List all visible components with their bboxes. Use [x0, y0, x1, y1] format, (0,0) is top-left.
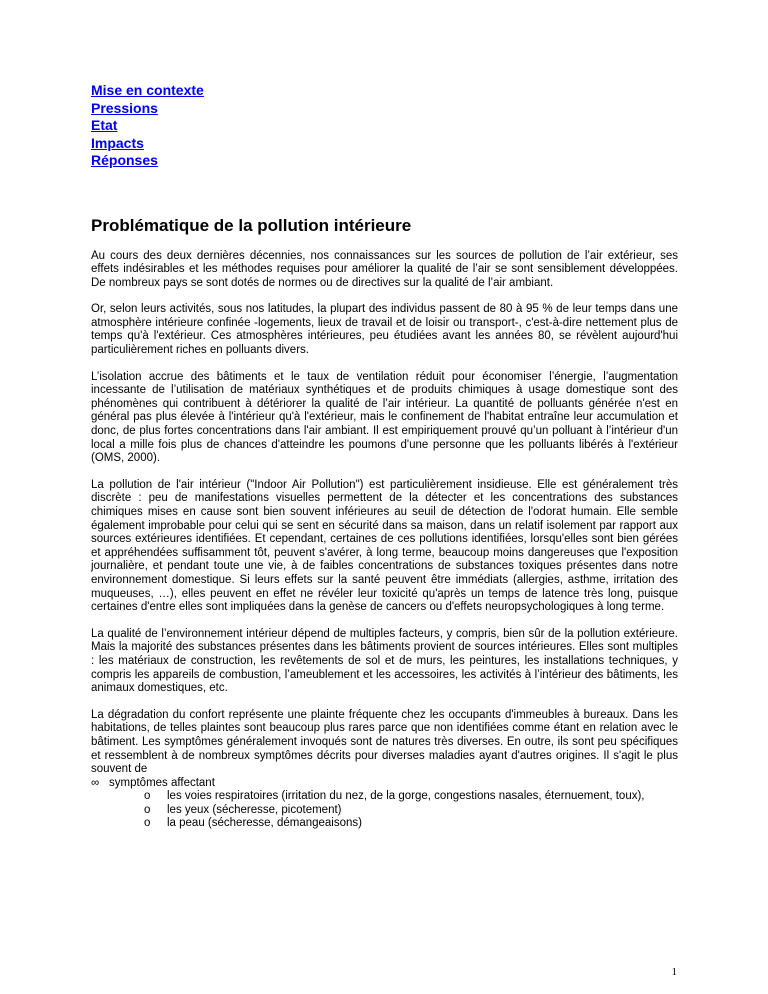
circle-bullet-icon: o: [144, 790, 151, 803]
page-title: Problématique de la pollution intérieure: [91, 215, 412, 235]
nav-link-reponses[interactable]: Réponses: [91, 152, 158, 168]
nav-link-pressions[interactable]: Pressions: [91, 99, 158, 116]
list-item-label: symptômes affectant: [109, 776, 215, 789]
paragraph-4: La pollution de l'air intérieur ("Indoor Air Pollution") est particulièrement insidieuse. Elle est généralement très discrète : peu de manifestations visuelles permettent de la détecter et les concentrations des substances chimiques mises en cause sont bien souvent inférieures au seuil de détection de l'odorat humain. Elle semble également improbable pour celui qui se sent en sécurité dans sa maison, dans un relatif isolement par rapport aux sources extérieures identifiées. Et cependant, certaines de ces pollutions identifiées, lorsqu'elles sont bien gérées et appréhendées suffisamment tôt, peuvent s'avérer, à long terme, beaucoup moins dangereuses que l'exposition journalière, et pendant toute une vie, à de faibles concentrations de substances toxiques présentes dans notre environnement domestique. Si leurs effets sur la santé peuvent être immédiats (allergies, asthme, irritation des muqueuses, …), elles peuvent en effet ne révéler leur toxicité qu'après un temps de latence très long, puisque certaines d'entre elles sont impliquées dans la genèse de cancers ou d'effets neuropsychologiques à long terme.: [91, 478, 678, 614]
paragraph-5: La qualité de l’environnement intérieur dépend de multiples facteurs, y compris, bien sûr de la pollution extérieure. Mais la majorité des substances présentes dans les bâtiments provient de sources intérieures. Elles sont multiples : les matériaux de construction, les revêtements de sol et de murs, les peintures, les installations techniques, y compris les appareils de combustion, l’ameublement et les accessoires, les activités à l’intérieur des bâtiments, les animaux domestiques, etc.: [91, 627, 678, 695]
nav-link-impacts[interactable]: Impacts: [91, 134, 144, 151]
page-number: 1: [671, 966, 677, 978]
sublist-item: [109, 817, 678, 831]
paragraph-1: Au cours des deux dernières décennies, nos connaissances sur les sources de pollution de l’air extérieur, ses effets indésirables et les méthodes requises pour améliorer la qualité de l’air se sont sensiblement développées. De nombreux pays se sont dotés de normes ou de directives sur la qualité de l’air ambiant.: [91, 249, 678, 289]
document-page: [91, 82, 678, 831]
circle-bullet-icon: o: [144, 803, 151, 816]
paragraph-3: L’isolation accrue des bâtiments et le taux de ventilation réduit pour économiser l’énergie, l’augmentation incessante de l’utilisation de matériaux synthétiques et de produits chimiques à usage domestique sont des phénomènes qui contribuent à détériorer la qualité de l’air intérieur. La quantité de polluants générée n'est en général pas plus élevée à l'intérieur qu'à l'extérieur, mais le confinement de l'habitat entraîne leur accumulation et donc, de plus fortes concentrations dans l'air ambiant. Il est empiriquement prouvé qu’un polluant à l’intérieur d'un local a mille fois plus de chances d'atteindre les poumons d'une personne que les polluants libérés à l'extérieur (OMS, 2000).: [91, 370, 678, 465]
sublist-item-text: les yeux (sécheresse, picotement): [167, 803, 342, 816]
sublist-item: [109, 790, 678, 804]
infinity-bullet-icon: ∞: [91, 776, 100, 789]
nav-link-etat[interactable]: Etat: [91, 117, 118, 133]
paragraph-6: La dégradation du confort représente une plainte fréquente chez les occupants d'immeubles à bureaux. Dans les habitations, de telles plaintes sont beaucoup plus rares parce que non identifiées comme étant en relation avec le bâtiment. Les symptômes généralement invoqués sont de natures très diverses. En outre, ils sont peu spécifiques et ressemblent à de nombreux symptômes décrits pour diverses maladies ayant d'autres origines. Il s'agit le plus souvent de: [91, 708, 678, 776]
sublist-item-text: les voies respiratoires (irritation du nez, de la gorge, congestions nasales, éternuement, toux),: [167, 790, 645, 803]
sublist-item-text: la peau (sécheresse, démangeaisons): [167, 817, 362, 830]
list-item: [91, 777, 678, 831]
symptom-sublist: [109, 790, 678, 831]
section-nav: [91, 82, 678, 170]
paragraph-2: Or, selon leurs activités, sous nos latitudes, la plupart des individus passent de 80 à 95 % de leur temps dans une atmosphère intérieure confinée -logements, lieux de travail et de loisir ou transport-, c'est-à-dire nettement plus de temps qu'à l'extérieur. Ces atmosphères intérieures, peu étudiées avant les années 80, se révèlent aujourd'hui particulièrement riches en polluants divers.: [91, 303, 678, 357]
symptom-list: [91, 777, 678, 831]
nav-link-mise-en-contexte[interactable]: Mise en contexte: [91, 82, 204, 98]
circle-bullet-icon: o: [144, 817, 151, 830]
sublist-item: [109, 804, 678, 818]
